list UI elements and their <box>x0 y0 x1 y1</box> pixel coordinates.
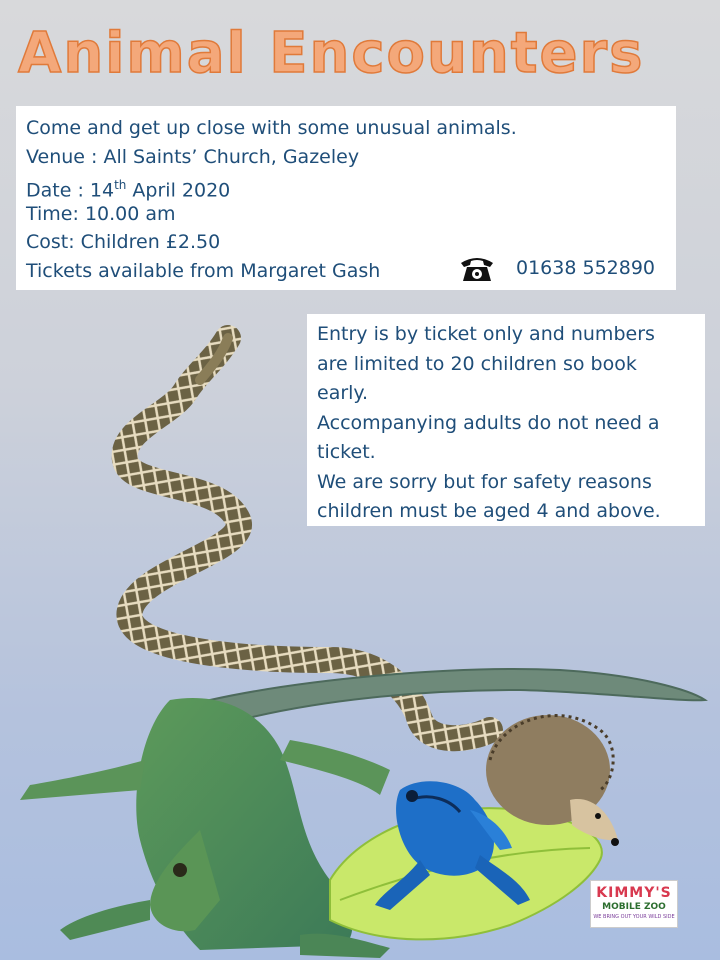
entry-line: early. <box>317 382 368 404</box>
date-rest: April 2020 <box>126 179 231 202</box>
entry-line: We are sorry but for safety reasons <box>317 470 652 493</box>
entry-line: are limited to 20 children so book <box>317 352 637 375</box>
date-ordinal: th <box>114 178 127 192</box>
venue-text: Venue : All Saints’ Church, Gazeley <box>26 145 360 168</box>
poster-title: Animal Encounters <box>18 21 645 86</box>
phone-number: 01638 552890 <box>516 257 656 279</box>
time-text: Time: 10.00 am <box>26 202 176 225</box>
date-prefix: Date : 14 <box>26 179 115 202</box>
entry-line: Accompanying adults do not need a <box>317 411 660 434</box>
logo-name: KIMMY'S <box>596 885 672 901</box>
intro-text: Come and get up close with some unusual animals. <box>26 117 517 139</box>
entry-line: children must be aged 4 and above. <box>317 500 661 522</box>
kimmys-logo <box>590 880 678 928</box>
logo-tagline: WE BRING OUT YOUR WILD SIDE <box>593 914 675 920</box>
entry-line: Entry is by ticket only and numbers <box>317 323 655 345</box>
cost-text: Cost: Children £2.50 <box>26 231 221 253</box>
entry-line: ticket. <box>317 441 376 463</box>
tickets-text: Tickets available from Margaret Gash <box>26 259 381 282</box>
logo-subtitle: MOBILE ZOO <box>602 902 666 912</box>
